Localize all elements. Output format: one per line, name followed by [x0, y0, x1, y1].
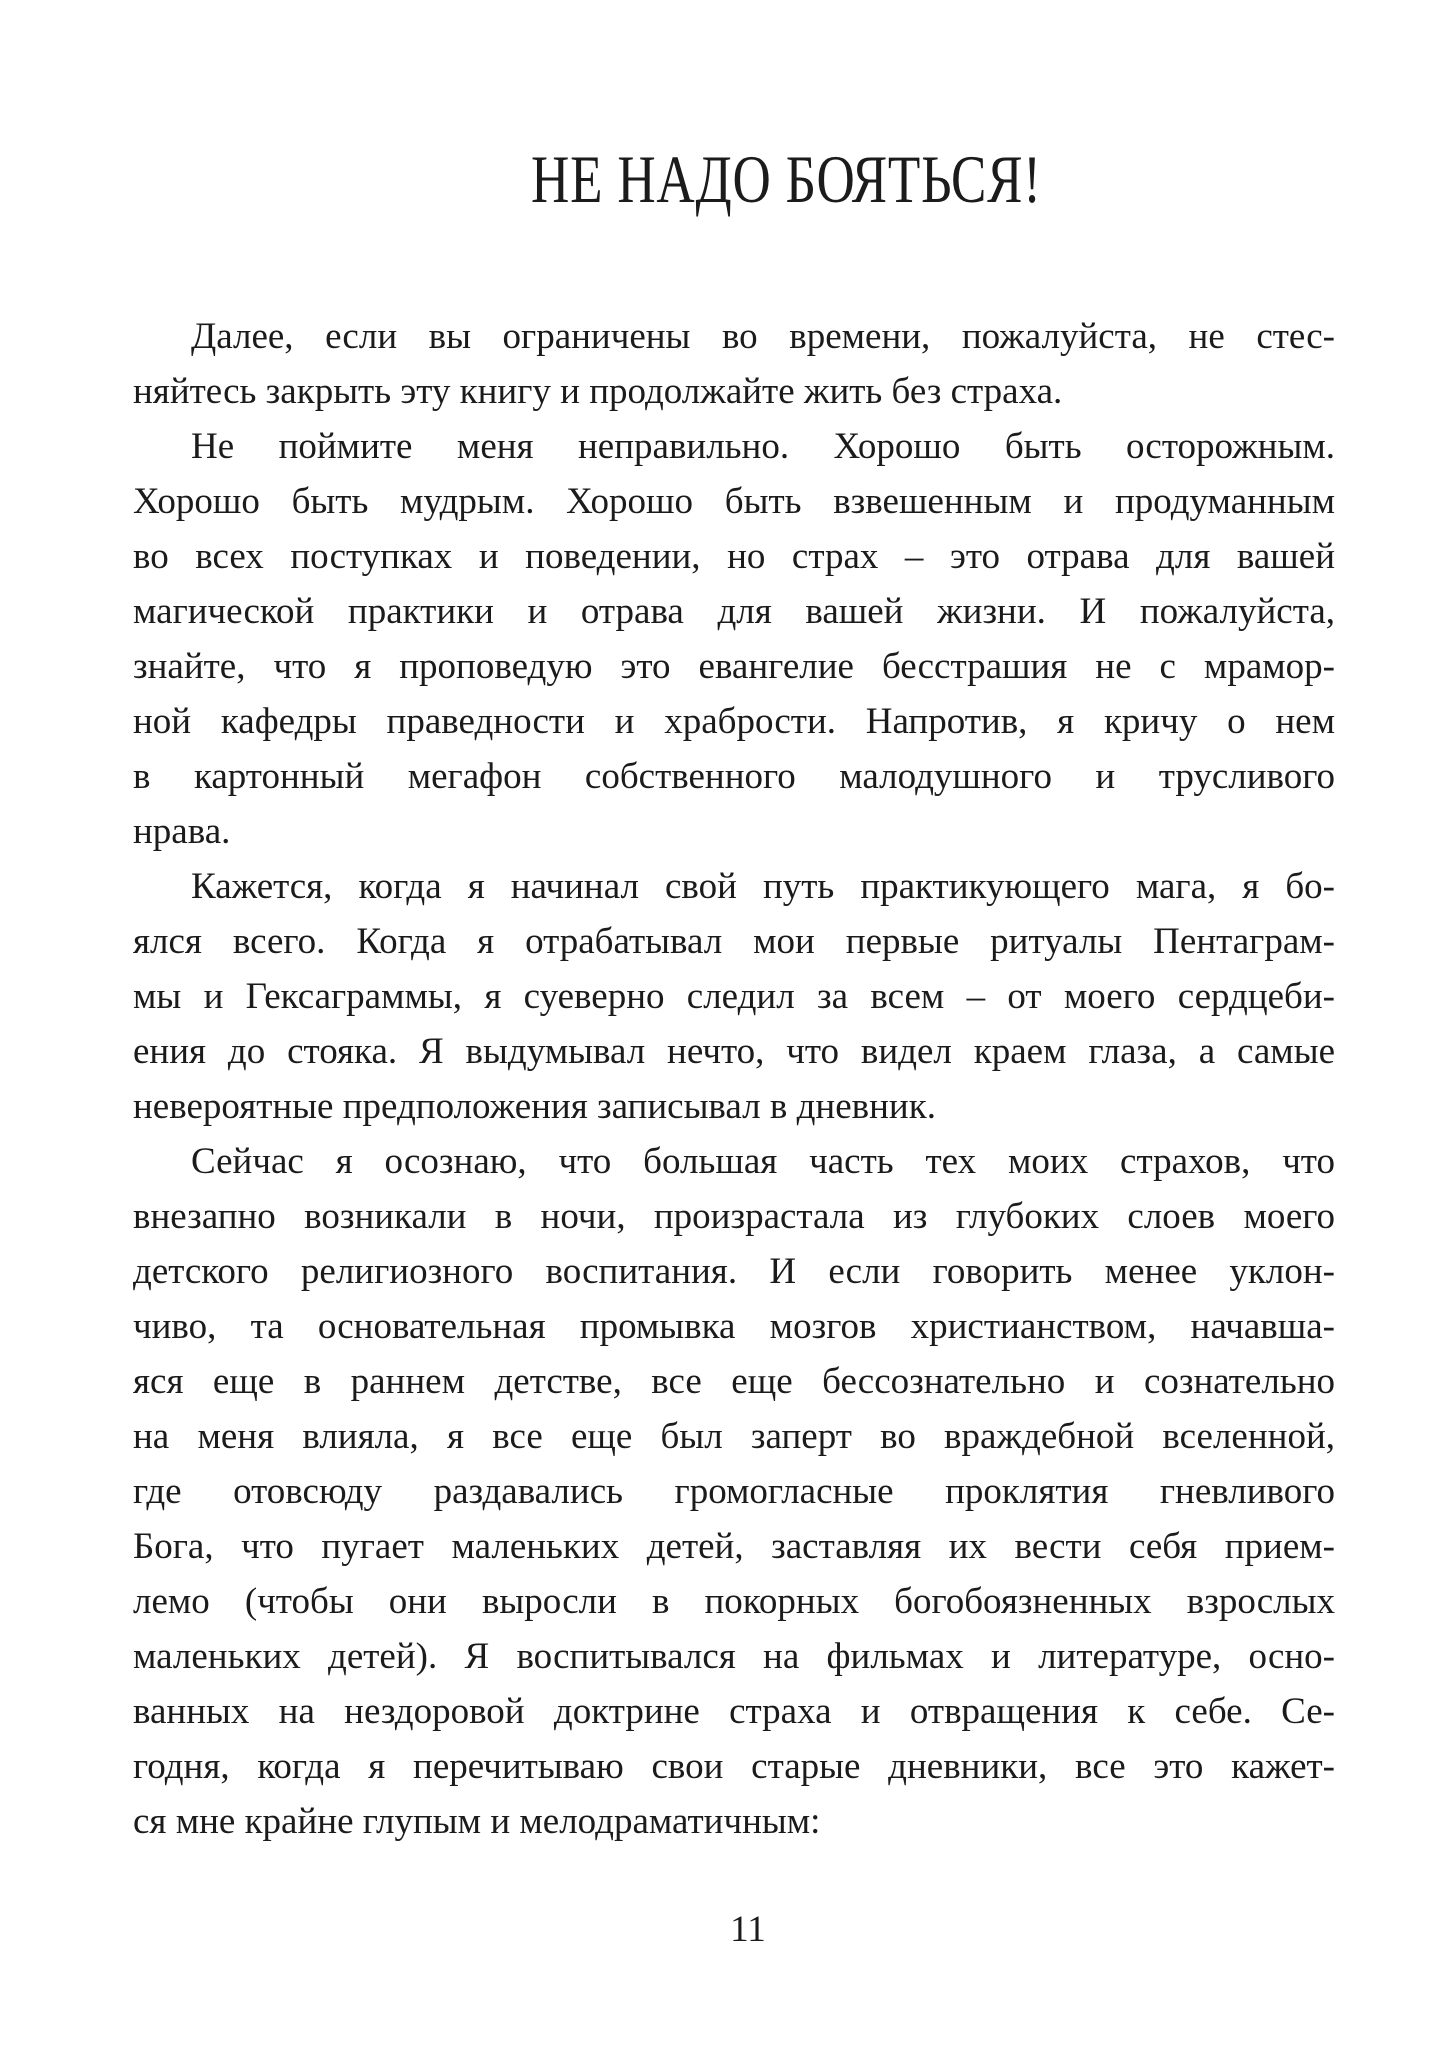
text-line: ванных на нездоровой доктрине страха и отвращения к себе. Се-: [133, 1691, 1335, 1732]
text-line: Сейчас я осознаю, что большая часть тех моих страхов, что: [191, 1141, 1335, 1182]
text-line: нрава.: [133, 811, 231, 852]
text-line: в картонный мегафон собственного малодушного и трусливого: [133, 756, 1335, 797]
text-line: невероятные предположения записывал в дневник.: [133, 1086, 936, 1127]
text-line: ения до стояка. Я выдумывал нечто, что видел краем глаза, а самые: [133, 1031, 1335, 1072]
page-number: 11: [730, 1909, 766, 1950]
chapter-title: [0, 140, 1444, 219]
text-line: внезапно возникали в ночи, произрастала из глубоких слоев моего: [133, 1196, 1335, 1237]
text-line: мы и Гексаграммы, я суеверно следил за всем – от моего сердцеби-: [133, 976, 1335, 1017]
text-line: Хорошо быть мудрым. Хорошо быть взвешенным и продуманным: [133, 481, 1335, 522]
text-line: чиво, та основательная промывка мозгов христианством, начавша-: [133, 1306, 1335, 1347]
text-line: лемо (чтобы они выросли в покорных богобоязненных взрослых: [133, 1581, 1335, 1622]
text-line: магической практики и отрава для вашей жизни. И пожалуйста,: [133, 591, 1335, 632]
chapter-title-text: НЕ НАДО БОЯТЬСЯ!: [530, 141, 1042, 217]
text-line: где отовсюду раздавались громогласные проклятия гневливого: [133, 1471, 1335, 1512]
text-line: годня, когда я перечитываю свои старые дневники, все это кажет-: [133, 1746, 1335, 1787]
text-line: Далее, если вы ограничены во времени, пожалуйста, не стес-: [191, 316, 1335, 357]
text-line: Не поймите меня неправильно. Хорошо быть осторожным.: [191, 426, 1335, 467]
text-line: ся мне крайне глупым и мелодраматичным:: [133, 1801, 821, 1842]
text-line: детского религиозного воспитания. И если говорить менее уклон-: [133, 1251, 1335, 1292]
text-line: яся еще в раннем детстве, все еще бессознательно и сознательно: [133, 1361, 1335, 1402]
text-line: во всех поступках и поведении, но страх – это отрава для вашей: [133, 536, 1335, 577]
text-line: знайте, что я проповедую это евангелие бесстрашия не с мрамор-: [133, 646, 1335, 687]
text-line: маленьких детей). Я воспитывался на фильмах и литературе, осно-: [133, 1636, 1335, 1677]
text-line: ной кафедры праведности и храбрости. Напротив, я кричу о нем: [133, 701, 1335, 742]
text-line: Бога, что пугает маленьких детей, заставляя их вести себя прием-: [133, 1526, 1335, 1567]
text-line: ялся всего. Когда я отрабатывал мои первые ритуалы Пентаграм-: [133, 921, 1335, 962]
body-text: [133, 309, 1335, 1849]
text-line: Кажется, когда я начинал свой путь практикующего мага, я бо-: [191, 866, 1335, 907]
text-line: няйтесь закрыть эту книгу и продолжайте жить без страха.: [133, 371, 1063, 412]
text-line: на меня влияла, я все еще был заперт во враждебной вселенной,: [133, 1416, 1335, 1457]
